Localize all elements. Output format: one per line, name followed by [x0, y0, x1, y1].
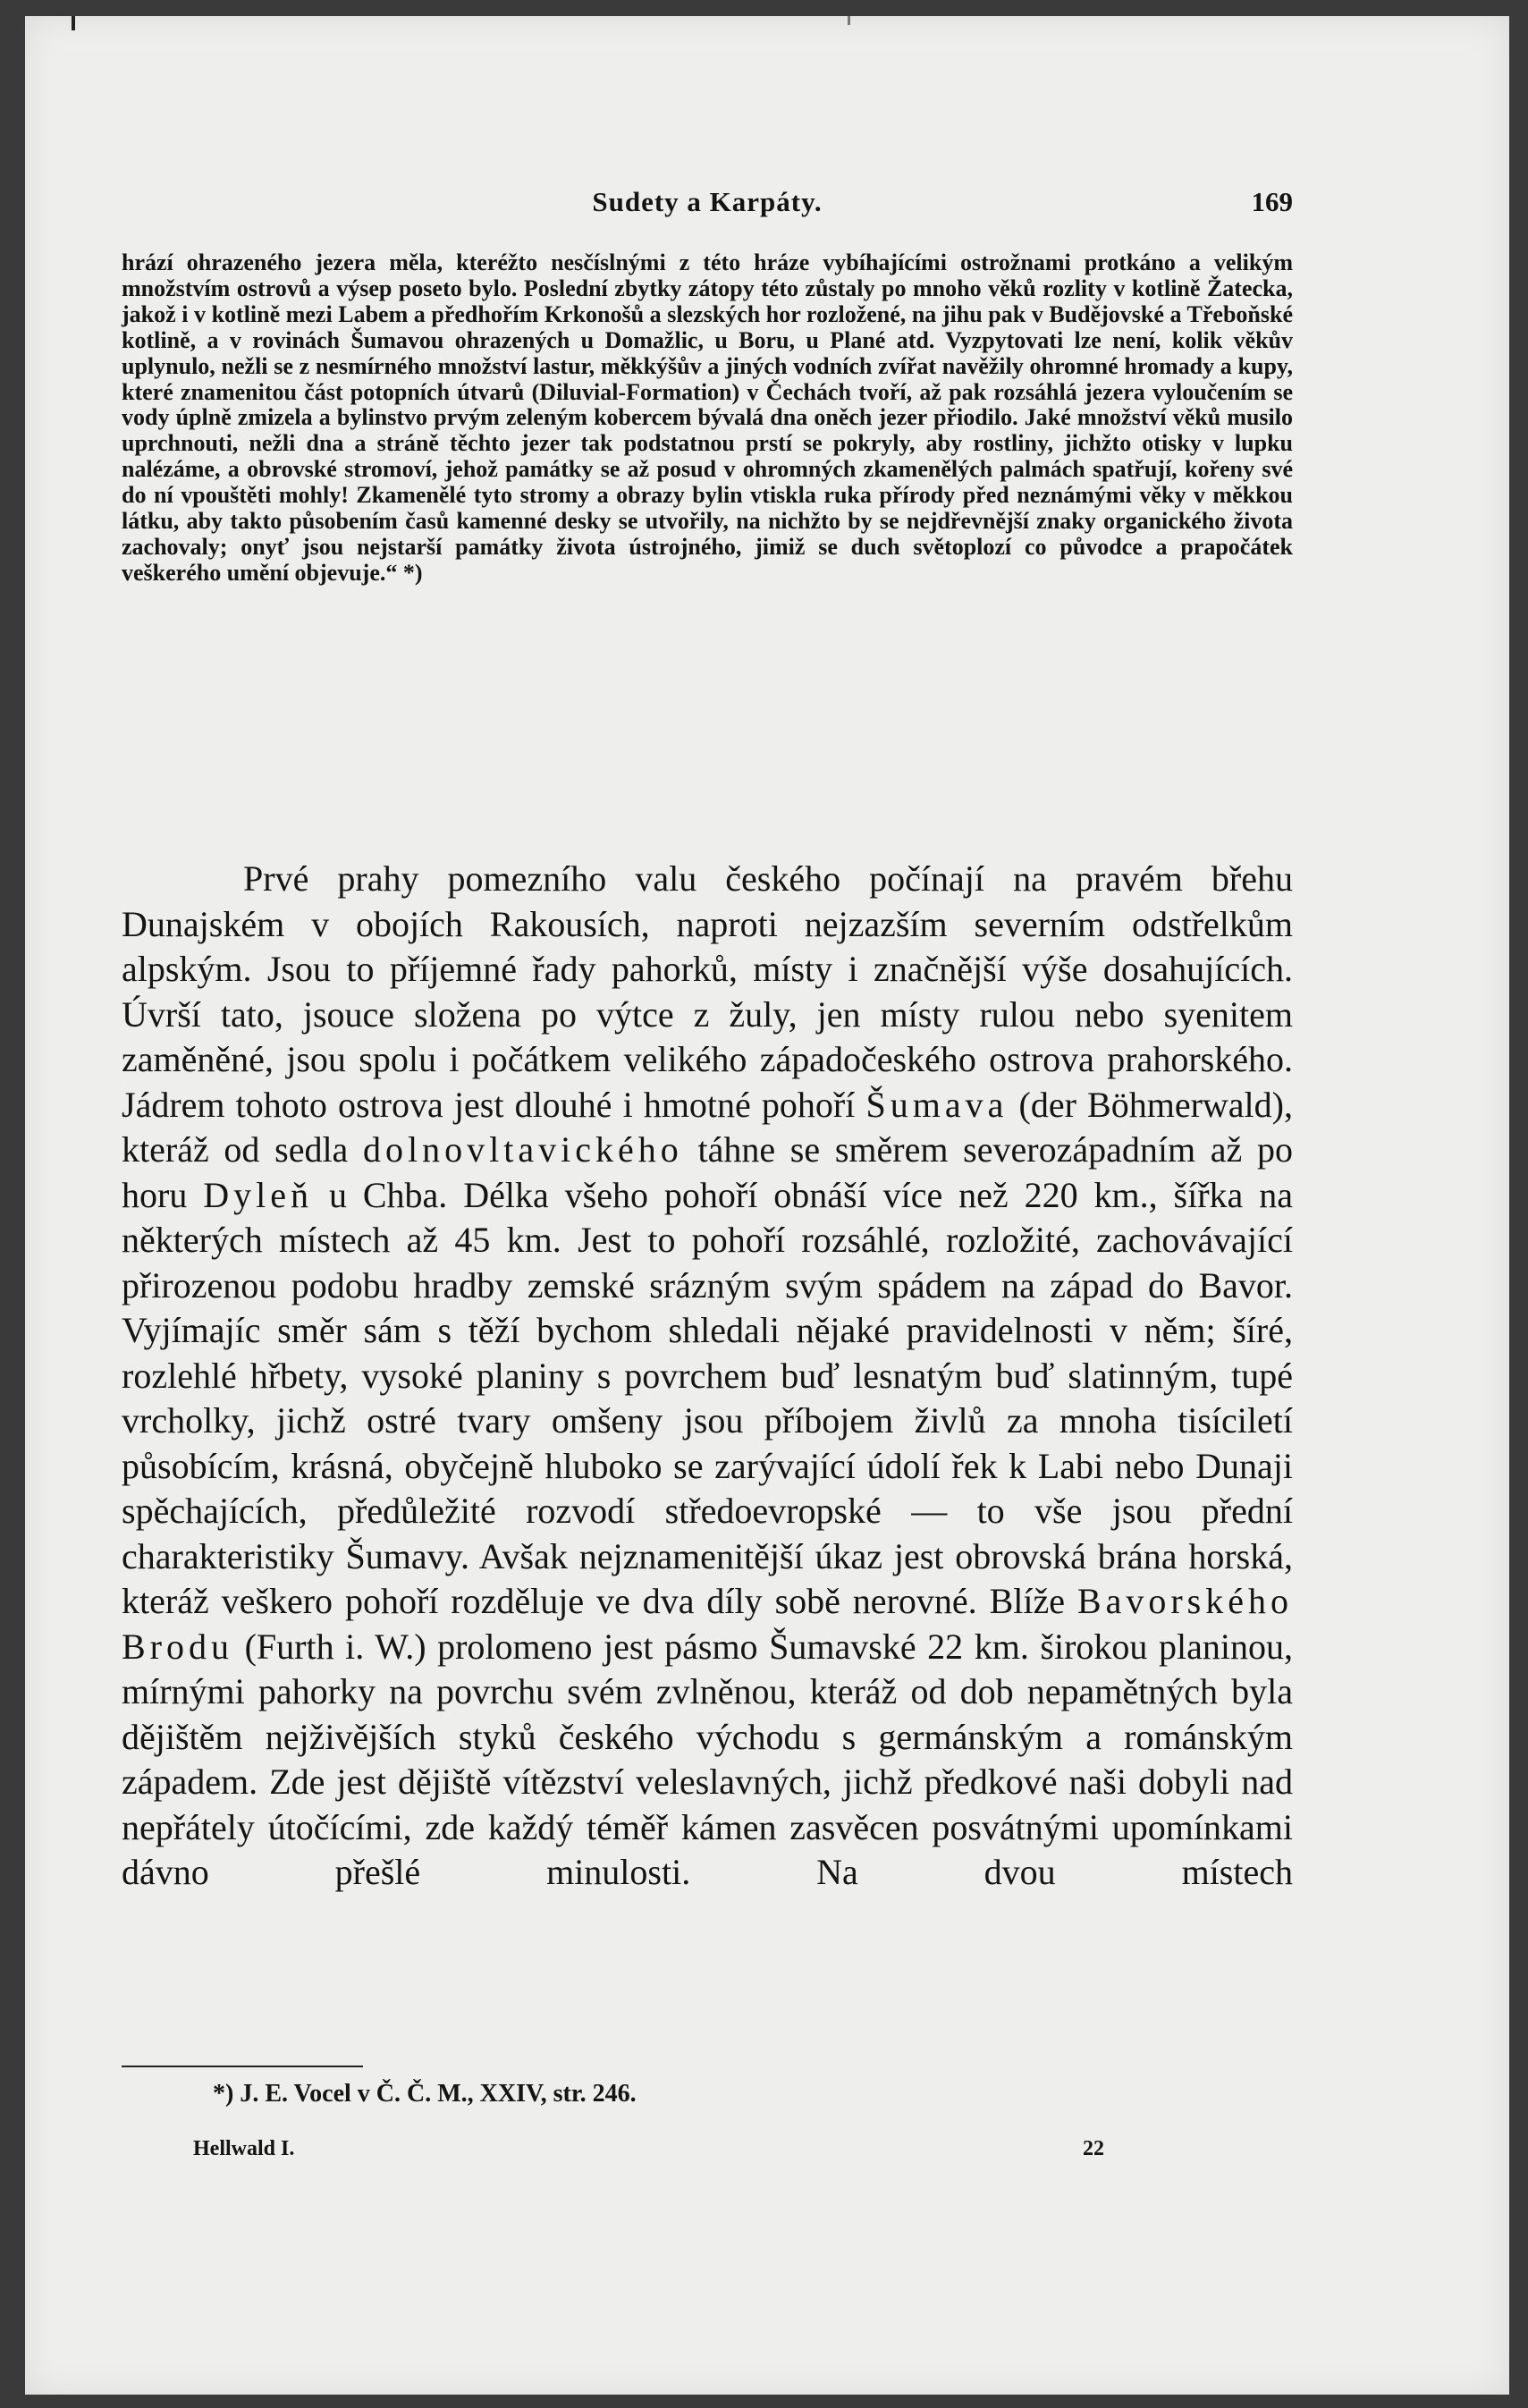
footnote-rule	[122, 2066, 363, 2067]
term-sumava: Šumava	[865, 1084, 1009, 1125]
scan-mark	[848, 16, 850, 25]
quoted-paragraph	[122, 250, 1293, 587]
quoted-paragraph-text: hrází ohrazeného jezera měla, kteréžto nesčíslnými z této hráze vybíhajícími ostrožnami protkáno a velikým množstvím ostrovů a výsep poseto bylo. Poslední zbytky zátopy této zůstaly po mnoho věků rozlity v kotlině Žatecka, jakož i v kotlině mezi Labem a předhořím Krkonošů a slezských hor rozložené, na jihu pak v Budějovské a Třeboňské kotlině, a v rovinách Šumavou ohrazených u Domažlic, u Boru, u Plané atd. Vyzpytovati lze není, kolik věkův uplynulo, nežli se z nesmírného množství lastur, měkkýšův a jiných vodních zvířat navěžily ohromné hromady a kupy, které znamenitou část potopních útvarů (Diluvial-Formation) v Čechách tvoří, až pak rozsáhlá jezera vyloučením se vody úplně zmizela a bylinstvo prvým zeleným kobercem bývalá dna oněch jezer přiodilo. Jaké množství věků musilo uprchnouti, nežli dna a stráně těchto jezer tak podstatnou prstí se pokryly, aby rostliny, jichžto otisky v lupku nalézáme, a obrovské stromoví, jehož památky se až posud v ohromných zkamenělých palmách spatřují, kořeny své do ní vpouštěti mohly! Zkamenělé tyto stromy a obrazy bylin vtiskla ruka přírody před neznámými věky v měkkou látku, aby takto působením časů kamenné desky se utvořily, na nichžto by se nejdřevnější znaky organického života zachovaly; onyť jsou nejstarší památky života ústrojného, jimiž se duch světoplozí co původce a prapočátek veškerého umění objevuje.“ *)	[122, 249, 1293, 586]
book-page	[25, 16, 1509, 2395]
main-paragraph-text: Prvé prahy pomezního valu českého počínají na pravém břehu Dunajském v obojích Rakousích, naproti nejzazším severním odstřelkům alpským. Jsou to příjemné řady pahorků, místy i značnější výše dosahujících. Úvrší tato, jsouce složena po výtce z žuly, jen místy rulou nebo syenitem zaměněné, jsou spolu i počátkem velikého západočeského ostrova prahorského. Jádrem tohoto ostrova jest dlouhé i hmotné pohoří Šumava (der Böhmerwald), kteráž od sedla dolnovltavického táhne se směrem severozápadním až po horu Dyleň u Chba. Délka všeho pohoří obnáší více než 220 km., šířka na některých místech až 45 km. Jest to pohoří rozsáhlé, rozložité, zachovávající přirozenou podobu hradby zemské srázným svým spádem na západ do Bavor. Vyjímajíc směr sám s těží bychom shledali nějaké pravidelnosti v něm; šíré, rozlehlé hřbety, vysoké planiny s povrchem buď lesnatým buď slatinným, tupé vrcholky, jichž ostré tvary omšeny jsou příbojem živlů za mnoha tisíciletí působícím, krásná, obyčejně hluboko se zarývající údolí řek k Labi nebo Dunaji spěchajících, předůležité rozvodí středoevropské — to vše jsou přední charakteristiky Šumavy. Avšak nejznamenitější úkaz jest obrovská brána horská, kteráž veškero pohoří rozděluje ve dva díly sobě nerovné. Blíže Bavorského Brodu (Furth i. W.) prolomeno jest pásmo Šumavské 22 km. širokou planinou, mírnými pahorky na povrchu svém zvlněnou, kteráž od dob nepamětných byla dějištěm nejživějších styků českého východu s germánským a románským západem. Zde jest dějiště vítězství veleslavných, jichž předkové naši dobyli nad nepřátely útočícími, zde každý téměř kámen zasvěcen posvátnými upomínkami dávno přešlé minulosti. Na dvou místech	[122, 858, 1293, 1892]
running-title: Sudety a Karpáty.	[592, 186, 823, 217]
signature-left: Hellwald I.	[193, 2137, 295, 2160]
scan-mark	[72, 16, 75, 30]
printer-signature	[122, 2137, 1293, 2167]
term-dolnovltavickeho: dolnovltavického	[363, 1129, 683, 1170]
signature-number: 22	[1083, 2137, 1104, 2160]
term-dylen: Dyleň	[203, 1174, 314, 1215]
term-bavorskeho-brodu: Bavorského Brodu	[122, 1581, 1293, 1667]
main-paragraph	[122, 857, 1293, 1896]
page-header	[122, 186, 1293, 222]
footnote: *) J. E. Vocel v Č. Č. M., XXIV, str. 246.	[213, 2080, 637, 2108]
page-number: 169	[1251, 186, 1293, 217]
